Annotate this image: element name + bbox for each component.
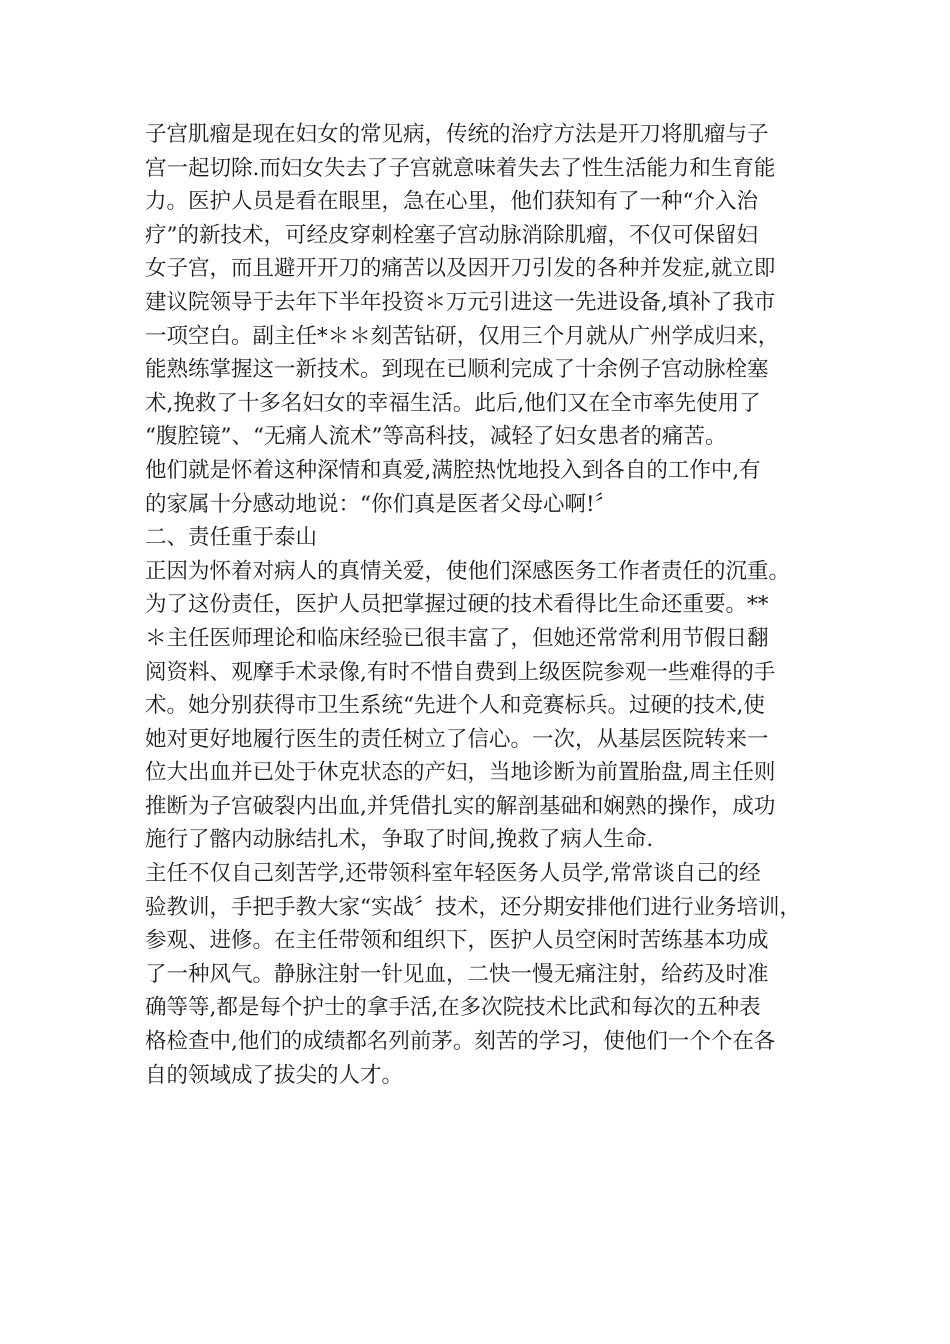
section-heading: 二、责任重于泰山 [145,525,318,551]
text-line: 确等等,都是每个护士的拿手活,在多次院技术比武和每次的五种表 [145,995,761,1021]
text-line: 宫一起切除.而妇女失去了子宫就意味着失去了性生活能力和生育能 [145,155,776,181]
text-line: 术。她分别获得市卫生系统“先进个人和竞赛标兵。过硬的技术,使 [145,693,765,719]
text-line: 子宫肌瘤是现在妇女的常见病，传统的治疗方法是开刀将肌瘤与子 [145,122,769,147]
text-line: 阅资料、观摩手术录像,有时不惜自费到上级医院参观一些难得的手 [145,659,776,685]
text-line: 主任不仅自己刻苦学,还带领科室年轻医务人员学,常常谈自己的经 [145,861,761,887]
text-line: 的家属十分感动地说：“你们真是医者父母心啊!〞 [145,491,617,517]
text-line: 疗”的新技术，可经皮穿刺栓塞子宫动脉消除肌瘤，不仅可保留妇 [145,222,758,248]
text-line: 格检查中,他们的成绩都名列前茅。刻苦的学习，使他们一个个在各 [145,1029,776,1055]
text-line: 他们就是怀着这种深情和真爱,满腔热忱地投入到各自的工作中,有 [145,457,761,483]
text-line: “腹腔镜”、“无痛人流术”等高科技，减轻了妇女患者的痛苦。 [145,424,727,450]
text-line: 位大出血并已处于休克状态的产妇，当地诊断为前置胎盘,周主任则 [145,760,776,786]
text-line: 自的领域成了拔尖的人才。 [145,1062,404,1088]
text-line: 术,挽救了十多名妇女的幸福生活。此后,他们又在全市率先使用了 [145,390,761,416]
text-line: 施行了髂内动脉结扎术，争取了时间,挽救了病人生命. [145,827,654,853]
text-line: 建议院领导于去年下半年投资＊万元引进这一先进设备,填补了我市 [145,289,776,315]
text-line: 一项空白。副主任*＊＊刻苦钻研，仅用三个月就从广州学成归来， [145,323,780,349]
text-line: 了一种风气。静脉注射一针见血，二快一慢无痛注射，给药及时准 [145,961,769,987]
text-line: 女子宫，而且避开开刀的痛苦以及因开刀引发的各种并发症,就立即 [145,256,776,282]
body-text [145,118,845,1092]
text-line: 她对更好地履行医生的责任树立了信心。一次，从基层医院转来一 [145,726,769,752]
text-line: 推断为子宫破裂内出血,并凭借扎实的解剖基础和娴熟的操作，成功 [145,793,776,819]
text-line: 参观、进修。在主任带领和组织下，医护人员空闲时苦练基本功成 [145,928,769,954]
text-line: 验教训，手把手教大家“实战〞技术，还分期安排他们进行业务培训， [145,894,801,920]
text-line: 为了这份责任，医护人员把掌握过硬的技术看得比生命还重要。** [145,592,769,618]
text-line: ＊主任医师理论和临床经验已很丰富了，但她还常常利用节假日翻 [145,625,769,651]
text-line: 正因为怀着对病人的真情关爱，使他们深感医务工作者责任的沉重。 [145,558,791,584]
text-line: 力。医护人员是看在眼里，急在心里，他们获知有了一种“介入治 [145,189,758,215]
text-line: 能熟练掌握这一新技术。到现在已顺利完成了十余例子宫动脉栓塞 [145,357,769,383]
